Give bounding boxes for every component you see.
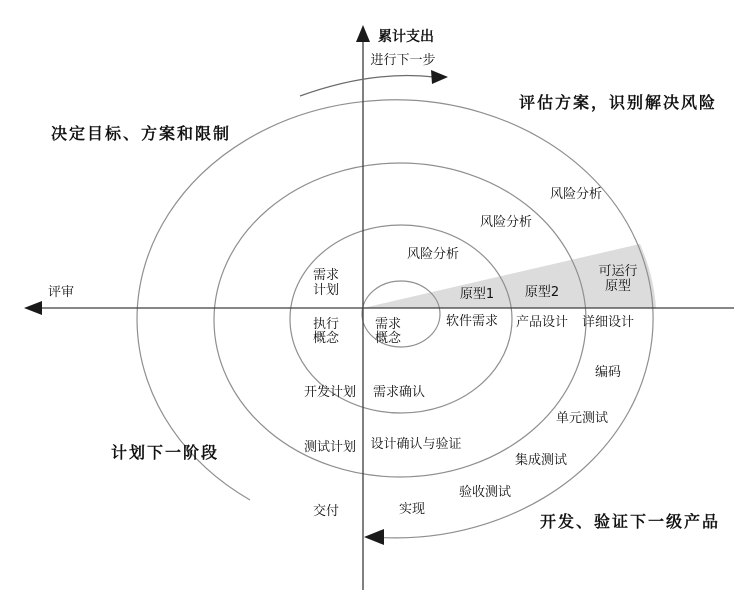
label-detailed-design: 详细设计 [581, 315, 635, 330]
label-design-validation: 设计确认与验证 [370, 437, 462, 452]
label-risk-analysis-inner: 风险分析 [406, 247, 460, 262]
spiral-end-arrowhead-icon [364, 529, 384, 545]
label-requirements-validation: 需求确认 [372, 385, 426, 400]
label-delivery: 交付 [312, 504, 340, 519]
label-implementation: 实现 [398, 502, 426, 517]
label-requirements-concept-line2: 概念 [374, 331, 402, 346]
quadrant-bottom-right-heading: 开发、验证下一级产品 [539, 512, 721, 531]
y-axis-title: 累计支出 [378, 29, 434, 45]
label-acceptance-test: 验收测试 [458, 485, 512, 500]
quadrant-top-left-heading: 决定目标、方案和限制 [50, 124, 232, 143]
label-development-plan: 开发计划 [303, 385, 357, 400]
label-requirements-plan-line1: 需求 [312, 268, 340, 283]
label-risk-analysis-middle: 风险分析 [479, 215, 533, 230]
label-operation-concept-line1: 执行 [312, 317, 340, 332]
label-coding: 编码 [594, 365, 622, 380]
quadrant-bottom-left-heading: 计划下一阶段 [110, 443, 220, 462]
up-arrowhead-icon [356, 25, 370, 42]
label-integration-test: 集成测试 [514, 453, 568, 468]
x-axis-title: 评审 [47, 285, 75, 300]
label-product-design: 产品设计 [515, 315, 569, 330]
label-risk-analysis-outer: 风险分析 [549, 187, 603, 202]
label-prototype-1: 原型1 [459, 287, 495, 302]
label-software-requirements: 软件需求 [445, 314, 499, 329]
label-operational-prototype-line1: 可运行 [598, 264, 638, 279]
label-unit-test: 单元测试 [555, 411, 609, 426]
right-arrowhead-icon [431, 70, 448, 84]
label-operational-prototype-line2: 原型 [604, 279, 632, 294]
label-operation-concept-line2: 概念 [312, 331, 340, 346]
next-step-label: 进行下一步 [370, 53, 436, 68]
left-arrowhead-icon [24, 301, 42, 315]
label-test-plan: 测试计划 [303, 440, 357, 455]
label-prototype-2: 原型2 [524, 285, 560, 300]
quadrant-top-right-heading: 评估方案，识别解决风险 [518, 93, 718, 112]
next-step-arrow-curve [300, 76, 434, 96]
label-requirements-plan-line2: 计划 [312, 283, 340, 298]
label-requirements-concept-line1: 需求 [374, 317, 402, 332]
